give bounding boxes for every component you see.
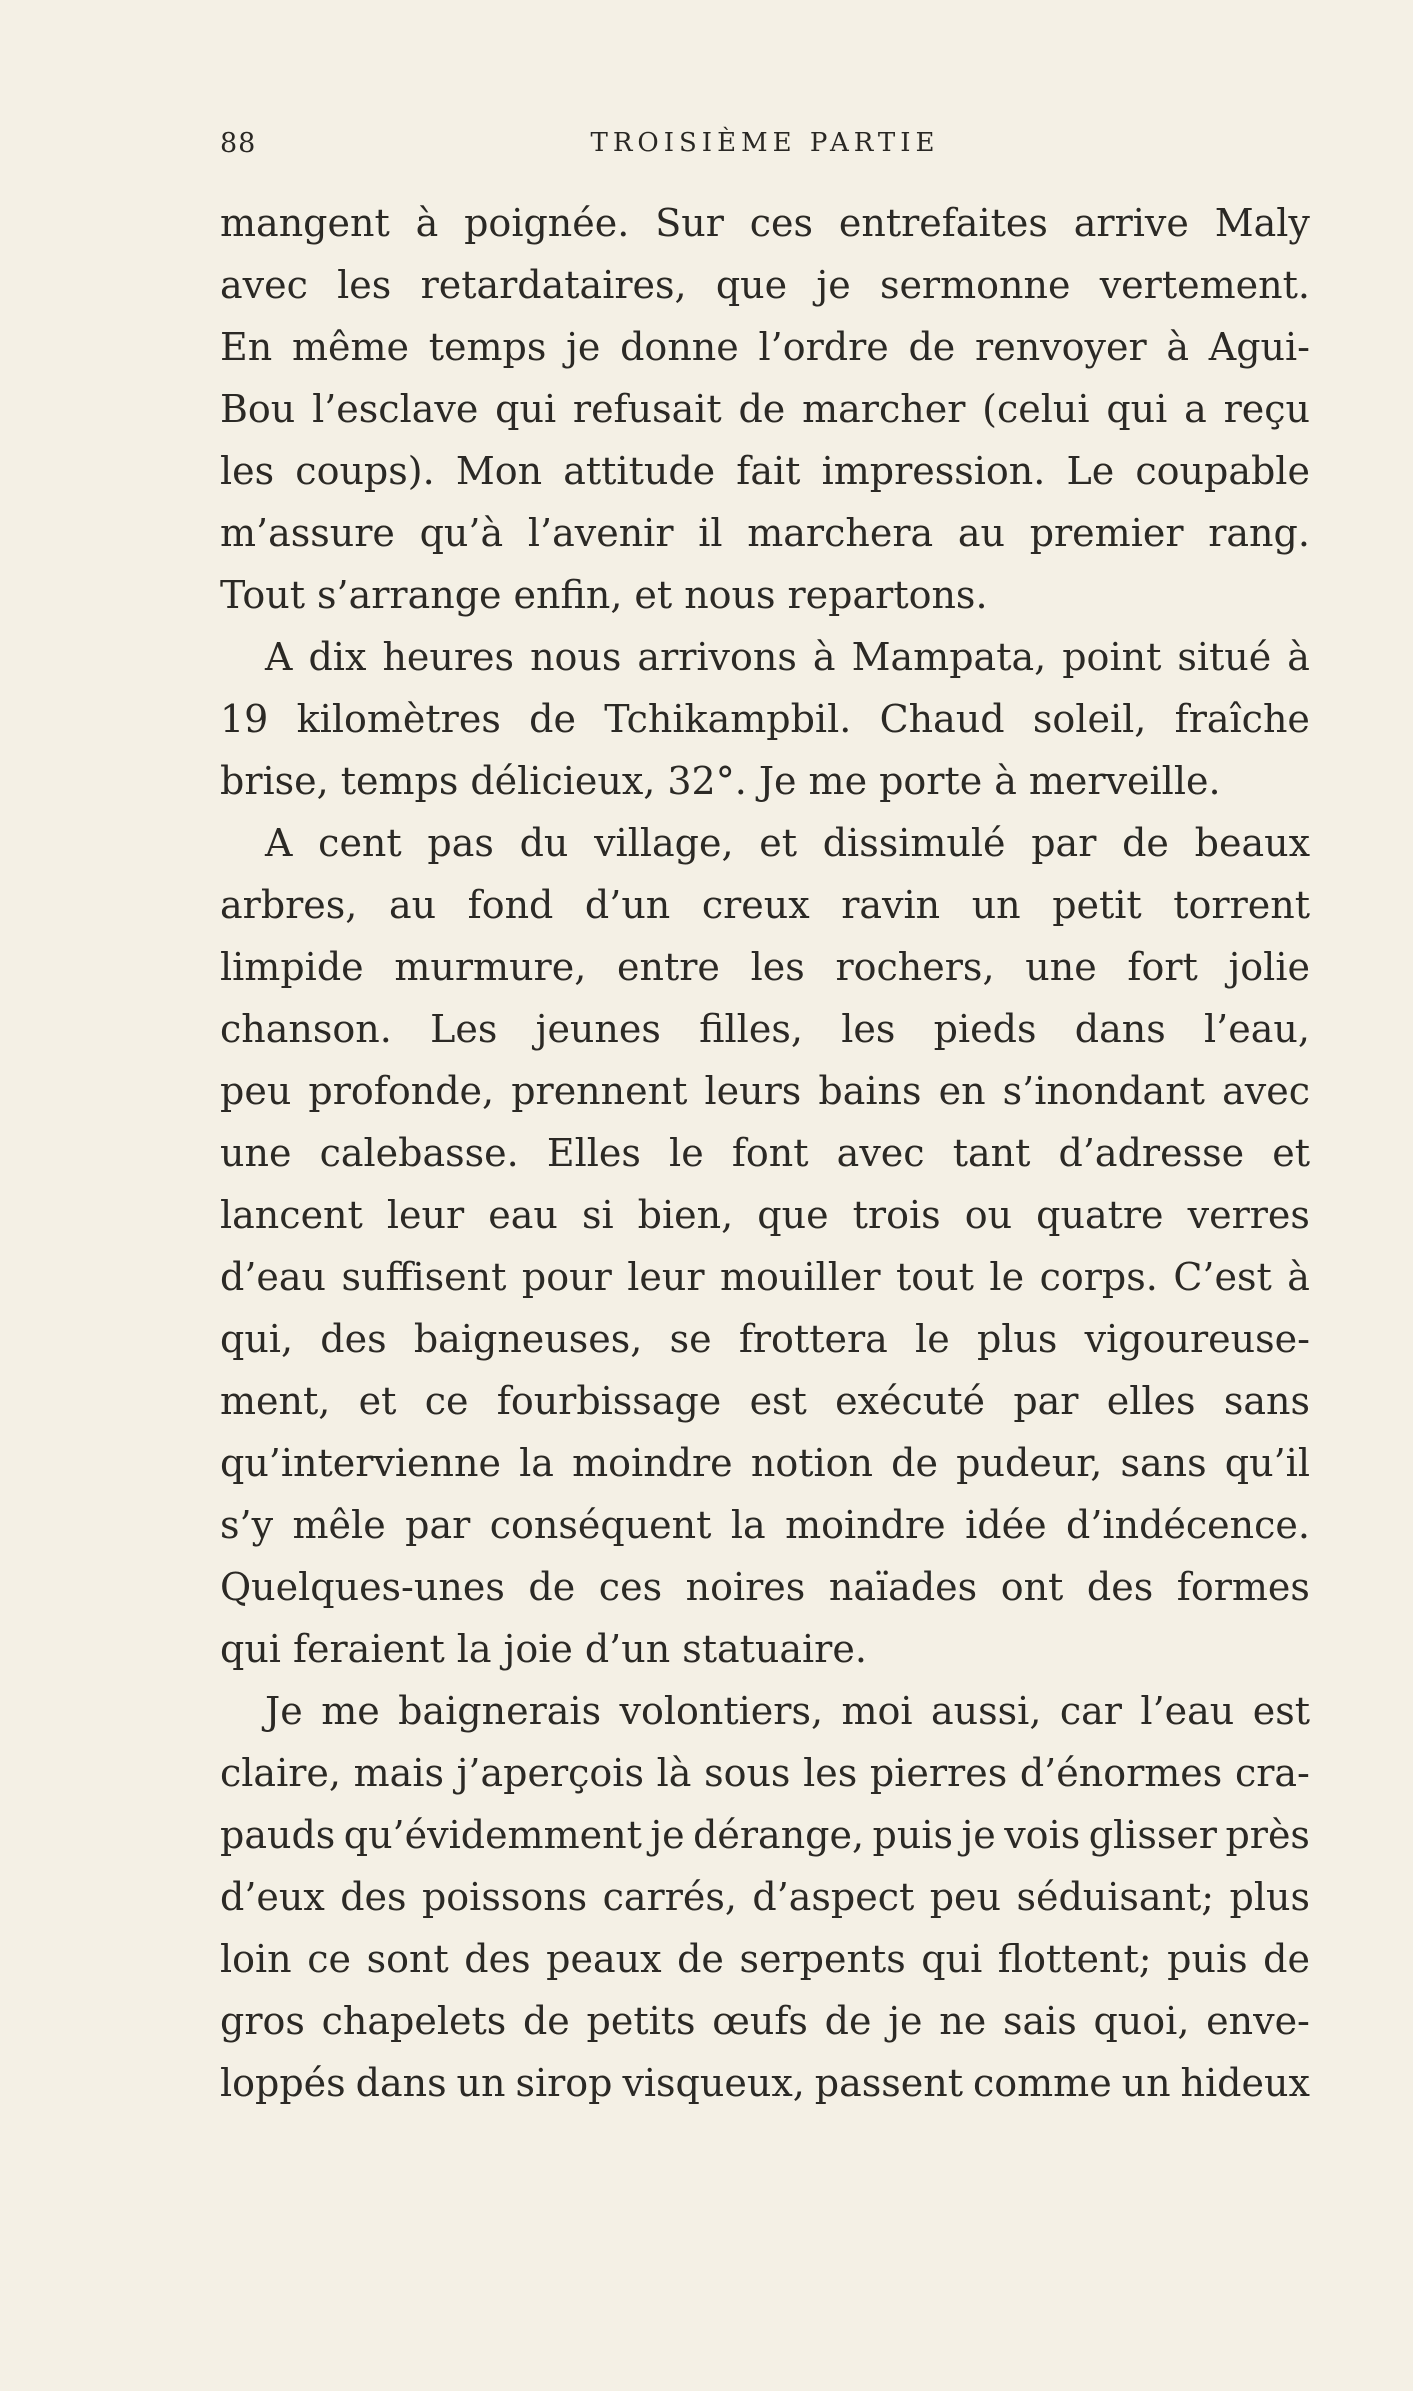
text-line: qui feraient la joie d’un statuaire.	[220, 1627, 867, 1671]
text-line: ment, et ce fourbissage est exécuté par elles sans	[220, 1379, 1310, 1423]
text-line: d’eau suffisent pour leur mouiller tout le corps. C’est à	[220, 1255, 1310, 1299]
text-line: loin ce sont des peaux de serpents qui flottent; puis de	[220, 1937, 1310, 1981]
text-line: En même temps je donne l’ordre de renvoyer à Agui-	[220, 325, 1310, 369]
text-line: qui, des baigneuses, se frottera le plus vigoureuse-	[220, 1317, 1310, 1361]
text-line: 19 kilomètres de Tchikampbil. Chaud soleil, fraîche	[220, 697, 1310, 741]
text-line: m’assure qu’à l’avenir il marchera au premier rang.	[220, 511, 1310, 555]
running-head	[220, 128, 1310, 168]
text-line: chanson. Les jeunes filles, les pieds dans l’eau,	[220, 1007, 1310, 1051]
text-line: A dix heures nous arrivons à Mampata, point situé à	[265, 635, 1310, 679]
text-line: qu’intervienne la moindre notion de pudeur, sans qu’il	[220, 1441, 1310, 1485]
text-line: s’y mêle par conséquent la moindre idée d’indécence.	[220, 1503, 1310, 1547]
text-line: Bou l’esclave qui refusait de marcher (celui qui a reçu	[220, 387, 1310, 431]
text-line: arbres, au fond d’un creux ravin un petit torrent	[220, 883, 1310, 927]
text-line: Tout s’arrange enfin, et nous repartons.	[220, 573, 988, 617]
text-line: d’eux des poissons carrés, d’aspect peu séduisant; plus	[220, 1875, 1310, 1919]
text-line: claire, mais j’aperçois là sous les pierres d’énormes cra-	[220, 1751, 1310, 1795]
text-line: les coups). Mon attitude fait impression. Le coupable	[220, 449, 1310, 493]
text-line: Quelques-unes de ces noires naïades ont des formes	[220, 1565, 1310, 1609]
text-line: lancent leur eau si bien, que trois ou quatre verres	[220, 1193, 1310, 1237]
text-line: gros chapelets de petits œufs de je ne sais quoi, enve-	[220, 1999, 1310, 2043]
text-line: limpide murmure, entre les rochers, une fort jolie	[220, 945, 1310, 989]
text-line: brise, temps délicieux, 32°. Je me porte à merveille.	[220, 759, 1221, 803]
page-number: 88	[220, 128, 257, 159]
text-line: loppés dans un sirop visqueux, passent comme un hideux	[220, 2061, 1310, 2105]
text-line: Je me baignerais volontiers, moi aussi, car l’eau est	[265, 1689, 1310, 1733]
text-line: mangent à poignée. Sur ces entrefaites arrive Maly	[220, 201, 1310, 245]
text-line: avec les retardataires, que je sermonne vertement.	[220, 263, 1310, 307]
text-line: A cent pas du village, et dissimulé par de beaux	[265, 821, 1310, 865]
running-title: TROISIÈME PARTIE	[590, 128, 940, 158]
body-text	[220, 192, 1310, 2114]
text-line: pauds qu’évidemment je dérange, puis je vois glisser près	[220, 1813, 1310, 1857]
text-line: peu profonde, prennent leurs bains en s’inondant avec	[220, 1069, 1310, 1113]
text-line: une calebasse. Elles le font avec tant d’adresse et	[220, 1131, 1310, 1175]
